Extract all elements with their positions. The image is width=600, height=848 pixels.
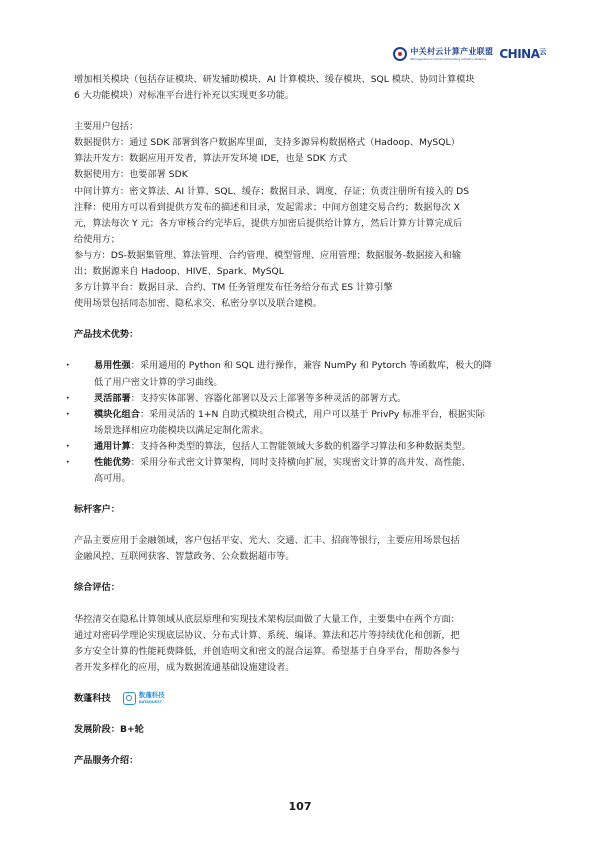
eval-heading: 综合评估： bbox=[74, 582, 120, 594]
advantage-term: 通用计算 bbox=[94, 440, 131, 452]
advantage-text: ：采用通用的 Python 和 SQL 进行操作，兼容 NumPy 和 Pytorch 等函数库，极大的降 bbox=[130, 360, 492, 372]
advantage-term: 灵活部署 bbox=[94, 392, 131, 404]
users-heading: 主要用户包括： bbox=[74, 121, 139, 133]
company-logo-icon bbox=[123, 692, 136, 705]
header-logos bbox=[393, 46, 546, 61]
alliance-logo bbox=[393, 46, 493, 61]
stage-line bbox=[74, 722, 532, 738]
advantage-text: 场景选择相应功能模块以满足定制化需求。 bbox=[94, 424, 269, 436]
advantage-text: ：采用分布式密文计算架构，同时支持横向扩展，实现密文计算的高并发、高性能、 bbox=[130, 456, 471, 468]
users-line: 多方计算平台：数据目录、合约、TM 任务管理发布任务给分布式 ES 计算引擎 bbox=[74, 282, 393, 294]
users-line: 元，算法每次 Y 元；各方审核合约完毕后，提供方加密后提供给计算方，然后计算方计算完成后 bbox=[74, 217, 463, 229]
users-line: 给使用方； bbox=[74, 233, 120, 245]
list-item bbox=[74, 391, 532, 407]
stage-label: 发展阶段： bbox=[74, 724, 120, 735]
company-logo bbox=[123, 692, 165, 706]
advantage-term: 模块化组合 bbox=[94, 408, 140, 420]
intro-line: 增加相关模块（包括存证模块、研发辅助模块、AI 计算模块、缓存模块、SQL 模块、协同计算模块 bbox=[74, 74, 475, 85]
eval-line: 者开发多样化的应用，成为数据流通基础设施建设者。 bbox=[74, 661, 295, 673]
users-line: 出；数据源来自 Hadoop、HIVE、Spark、MySQL bbox=[74, 266, 284, 278]
clients-heading: 标杆客户： bbox=[74, 504, 120, 516]
service-heading: 产品服务介绍： bbox=[74, 755, 139, 767]
list-item bbox=[74, 455, 532, 487]
list-item bbox=[74, 439, 532, 455]
advantage-text: ：采用灵活的 1+N 自助式模块组合模式，用户可以基于 PrivPy 标准平台，根据实际 bbox=[139, 408, 485, 420]
company-name: 数蓬科技 bbox=[74, 692, 111, 704]
advantage-text: ：支持各种类型的算法，包括人工智能领域大多数的机器学习算法和多种数据类型。 bbox=[130, 440, 471, 452]
company-row bbox=[74, 691, 532, 707]
users-line: 数据使用方：也要部署 SDK bbox=[74, 169, 188, 181]
users-line: 使用场景包括同态加密、隐私求交、私密分享以及联合建模。 bbox=[74, 298, 323, 310]
advantage-text: 高可用。 bbox=[94, 473, 131, 485]
alliance-logo-icon bbox=[393, 47, 407, 61]
list-item bbox=[74, 407, 532, 439]
page-content bbox=[74, 72, 532, 769]
china-cloud-logo bbox=[499, 47, 546, 61]
users-line: 参与方：DS-数据集管理、算法管理、合约管理、模型管理、应用管理；数据服务-数据接入和输 bbox=[74, 249, 462, 261]
china-logo-main: CHINA bbox=[499, 46, 540, 61]
intro-line: 6 大功能模块）对标准平台进行补充以实现更多功能。 bbox=[74, 90, 295, 102]
advantage-term: 性能优势 bbox=[94, 456, 131, 468]
list-item bbox=[74, 358, 532, 390]
company-logo-en: DATAQUEST bbox=[138, 699, 163, 704]
company-logo-cn: 数蓬科技 bbox=[138, 690, 165, 699]
advantage-text: ：支持实体部署、容器化部署以及云上部署等多种灵活的部署方式。 bbox=[130, 392, 407, 404]
china-logo-sub: 云 bbox=[539, 47, 546, 56]
advantage-term: 易用性强 bbox=[94, 360, 131, 372]
clients-line: 产品主要应用于金融领域，客户包括平安、光大、交通、汇丰、招商等银行，主要应用场景包括 bbox=[74, 535, 460, 547]
alliance-logo-cn: 中关村云计算产业联盟 bbox=[410, 47, 494, 56]
users-line: 注释：使用方可以看到提供方发布的描述和目录，发起需求；中间方创建交易合约；数据每次 X bbox=[74, 201, 460, 213]
advantages-heading: 产品技术优势： bbox=[74, 329, 139, 341]
stage-value: B+轮 bbox=[119, 724, 144, 735]
clients-line: 金融风控、互联网获客、智慧政务、公众数据超市等。 bbox=[74, 551, 295, 563]
advantage-text: 低了用户密文计算的学习曲线。 bbox=[94, 376, 223, 388]
users-line: 中间计算方：密文算法、AI 计算、SQL、缓存；数据目录、调度、存证；负责注册所有接入的 DS bbox=[74, 185, 470, 197]
alliance-logo-en: Zhongguancun Cloud Computing Industry Alliance bbox=[410, 57, 486, 61]
advantages-list bbox=[74, 358, 532, 487]
users-line: 数据提供方：通过 SDK 部署到客户数据库里面，支持多源异构数据格式（Hadoop、MySQL） bbox=[74, 137, 460, 149]
eval-line: 通过对密码学理论实现底层协议、分布式计算、系统、编译、算法和芯片等持续优化和创新，把 bbox=[74, 629, 460, 641]
eval-line: 多方安全计算的性能耗费降低，并创造明文和密文的混合运算。希望基于自身平台，帮助各参与 bbox=[74, 645, 460, 657]
page-number: 107 bbox=[288, 800, 312, 813]
users-line: 算法开发方：数据应用开发者，算法开发环境 IDE，也是 SDK 方式 bbox=[74, 153, 347, 165]
eval-line: 华控清交在隐私计算领域从底层原理和实现技术架构层面做了大量工作，主要集中在两个方面： bbox=[74, 613, 460, 625]
